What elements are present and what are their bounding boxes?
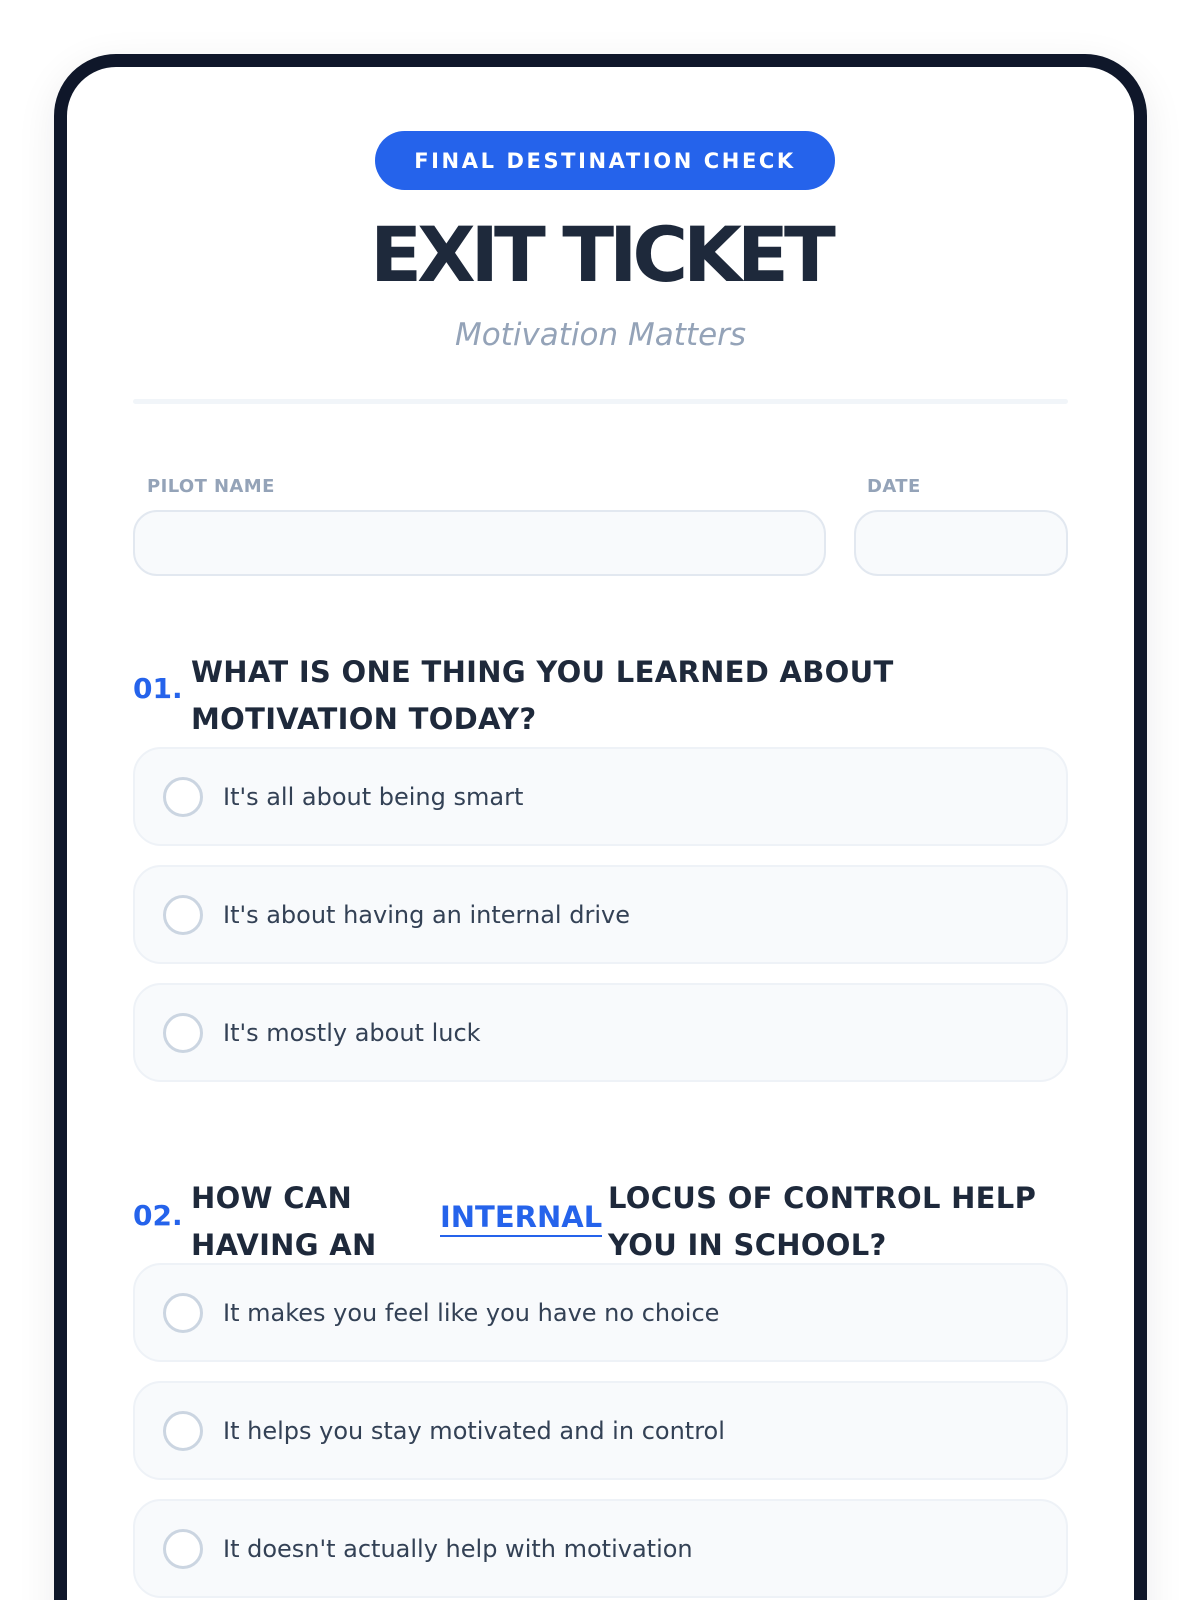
q2-option-3[interactable] bbox=[133, 1499, 1068, 1598]
radio-button[interactable] bbox=[163, 777, 203, 817]
date-label: DATE bbox=[867, 476, 921, 497]
question-1-number: 01. bbox=[133, 672, 183, 705]
page-subtitle: Motivation Matters bbox=[454, 317, 747, 353]
option-label: It's mostly about luck bbox=[223, 1018, 481, 1047]
option-label: It doesn't actually help with motivation bbox=[223, 1534, 693, 1563]
page-title: EXIT TICKET bbox=[370, 210, 831, 299]
radio-button[interactable] bbox=[163, 1411, 203, 1451]
date-input[interactable] bbox=[854, 510, 1068, 576]
q2-option-2[interactable] bbox=[133, 1381, 1068, 1480]
device-frame bbox=[54, 54, 1147, 1600]
exit-ticket-card bbox=[67, 67, 1134, 1600]
q1-option-1[interactable] bbox=[133, 747, 1068, 846]
pilot-name-input[interactable] bbox=[133, 510, 826, 576]
radio-button[interactable] bbox=[163, 1293, 203, 1333]
option-label: It makes you feel like you have no choice bbox=[223, 1298, 720, 1327]
question-2-text-start: HOW CAN HAVING AN bbox=[191, 1181, 377, 1262]
header-badge: FINAL DESTINATION CHECK bbox=[375, 131, 835, 190]
option-label: It's all about being smart bbox=[223, 782, 524, 811]
q2-option-1[interactable] bbox=[133, 1263, 1068, 1362]
question-2-number: 02. bbox=[133, 1199, 183, 1232]
option-label: It's about having an internal drive bbox=[223, 900, 630, 929]
question-2-highlight: INTERNAL bbox=[440, 1199, 602, 1237]
q1-option-3[interactable] bbox=[133, 983, 1068, 1082]
radio-button[interactable] bbox=[163, 1013, 203, 1053]
option-label: It helps you stay motivated and in control bbox=[223, 1416, 725, 1445]
pilot-name-label: PILOT NAME bbox=[147, 476, 275, 497]
question-2-text-end: LOCUS OF CONTROL HELP YOU IN SCHOOL? bbox=[608, 1181, 1037, 1262]
header-divider bbox=[133, 399, 1068, 404]
radio-button[interactable] bbox=[163, 895, 203, 935]
question-1-text: WHAT IS ONE THING YOU LEARNED ABOUT MOTIVATION TODAY? bbox=[191, 655, 894, 736]
radio-button[interactable] bbox=[163, 1529, 203, 1569]
q1-option-2[interactable] bbox=[133, 865, 1068, 964]
